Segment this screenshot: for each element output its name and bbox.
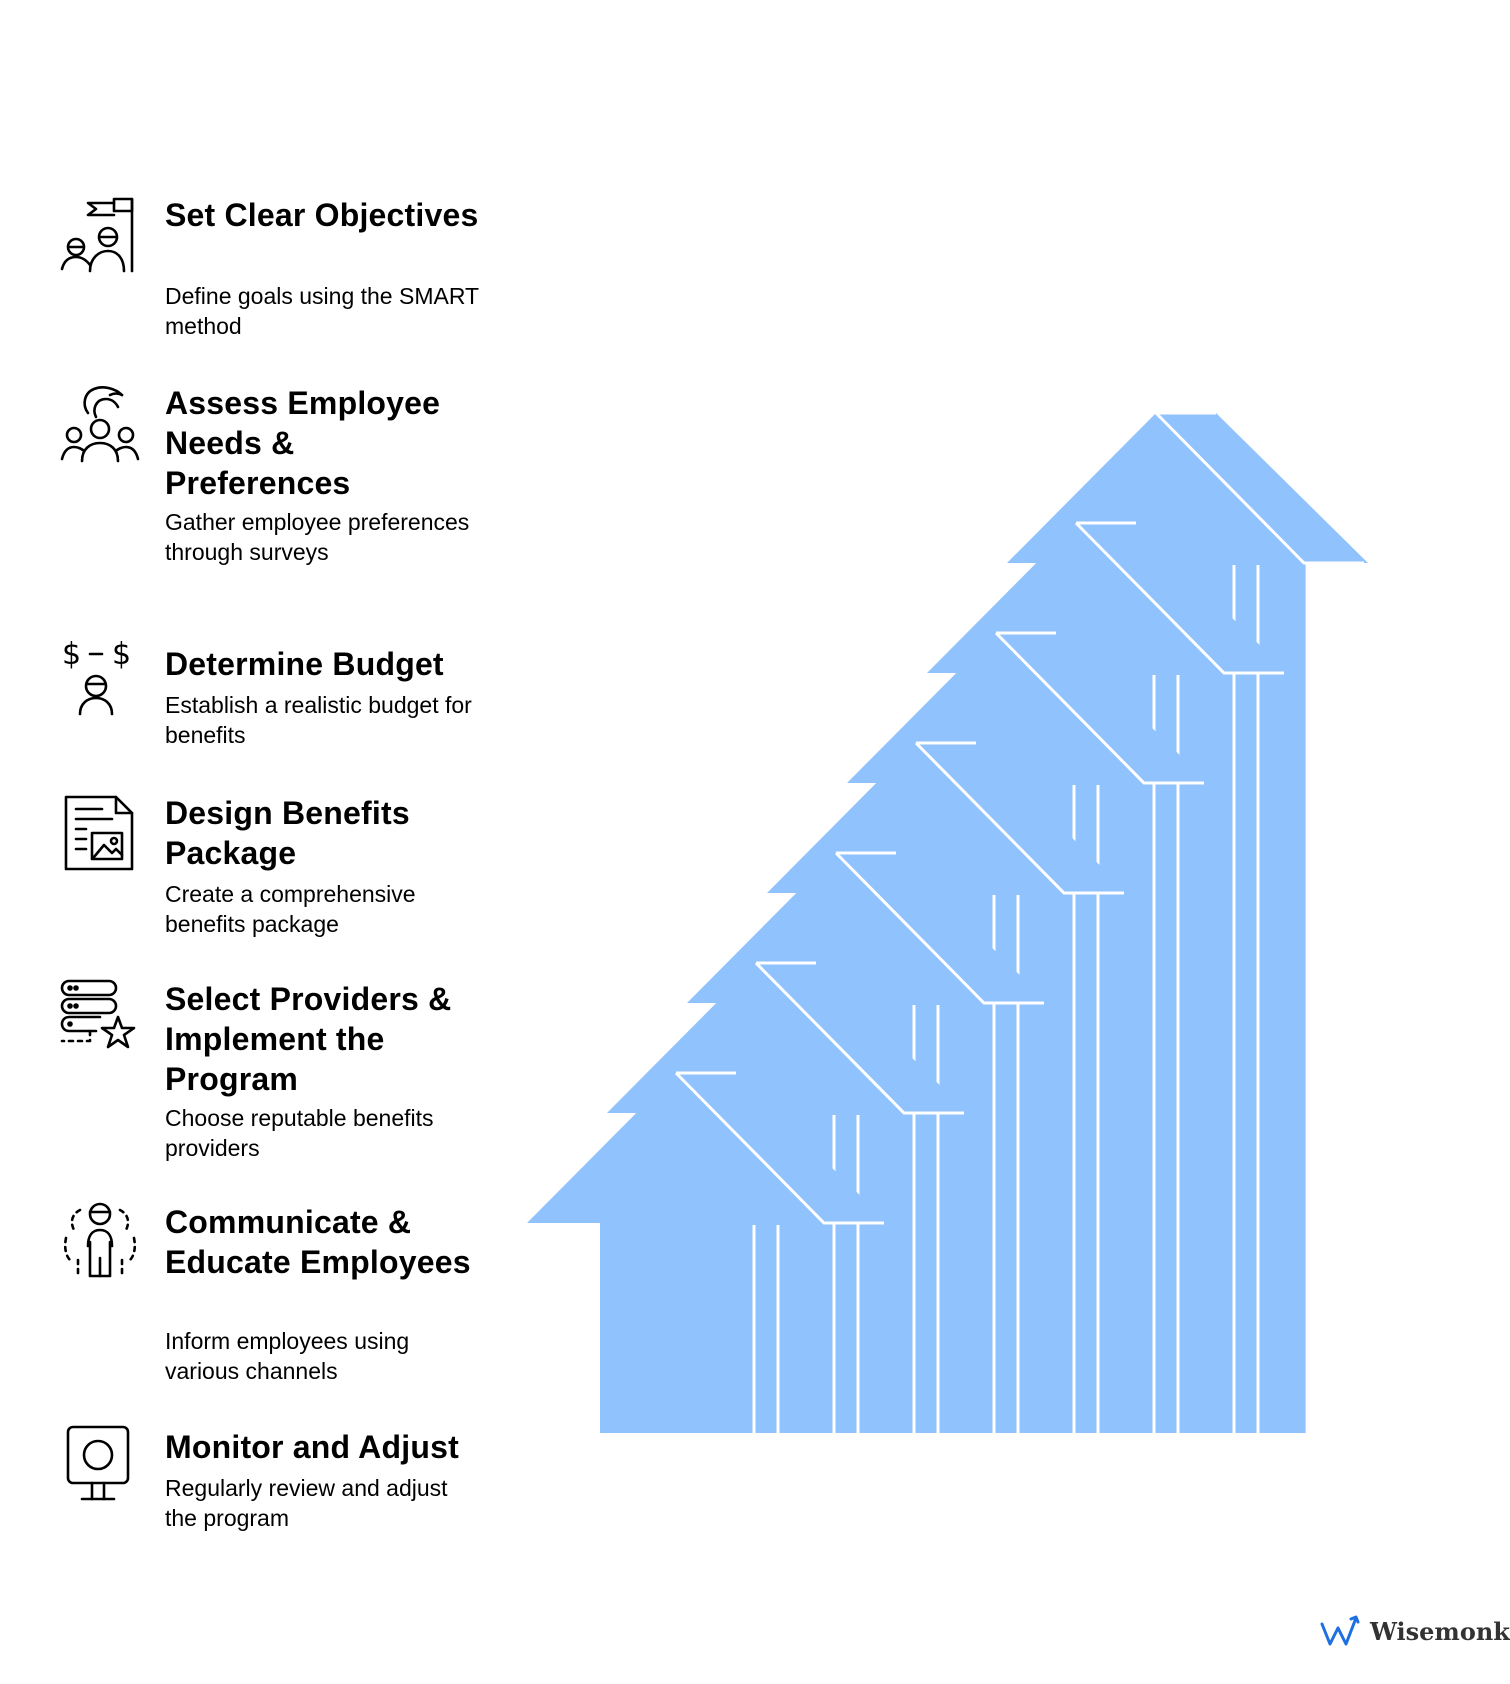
brand-name: Wisemonk — [1370, 1616, 1510, 1646]
step-title: Design Benefits Package — [165, 795, 410, 871]
step-title: Select Providers & Implement the Program — [165, 981, 452, 1097]
step-description: Regularly review and adjust the program — [165, 1475, 448, 1531]
step-title: Determine Budget — [165, 646, 444, 682]
step-title: Communicate & Educate Employees — [165, 1204, 471, 1280]
step-title: Monitor and Adjust — [165, 1429, 459, 1465]
step-description: Inform employees using various channels — [165, 1328, 410, 1384]
step-description: Choose reputable benefits providers — [165, 1105, 434, 1161]
svg-text:$: $ — [112, 637, 132, 672]
step-description: Define goals using the SMART method — [165, 283, 479, 339]
brand — [1320, 1614, 1510, 1648]
step-title: Assess Employee Needs & Preferences — [165, 385, 441, 501]
step-title: Set Clear Objectives — [165, 197, 479, 233]
wisemonk-logo-icon — [1320, 1614, 1364, 1648]
step-description: Establish a realistic budget for benefits — [165, 692, 472, 748]
step-description: Gather employee preferences through surveys — [165, 509, 470, 565]
step-description: Create a comprehensive benefits package — [165, 881, 416, 937]
svg-text:$: $ — [62, 637, 82, 672]
